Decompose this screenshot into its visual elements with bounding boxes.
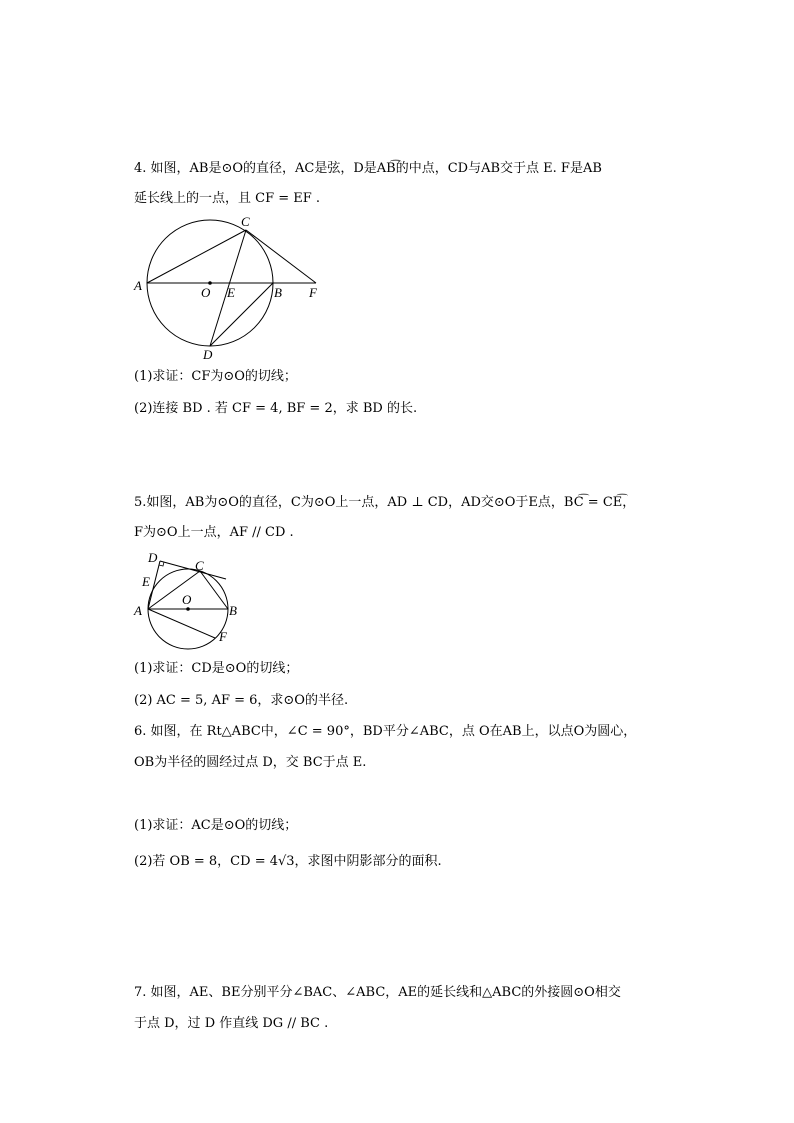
q4-text-line1: 4. 如图，AB是⊙O的直径，AC是弦，D是AB͡的中点，CD与AB交于点 E. F是AB <box>134 161 602 176</box>
q4-label-b: B <box>274 285 282 300</box>
q4-label-o: O <box>201 285 211 300</box>
q6-sub2: (2)若 OB = 8，CD = 4√3，求图中阴影部分的面积. <box>134 854 442 869</box>
q7-text-line1: 7. 如图，AE、BE分别平分∠BAC、∠ABC，AE的延长线和△ABC的外接圆⊙O相交 <box>134 985 621 1000</box>
q4-tangent-cf <box>246 230 316 283</box>
q4-label-c: C <box>241 214 250 229</box>
q4-label-a: A <box>134 278 142 293</box>
q6-text-line2: OB为半径的圆经过点 D，交 BC于点 E. <box>134 755 367 770</box>
q4-label-f: F <box>309 285 317 300</box>
q5-label-b: B <box>229 603 237 618</box>
q5-label-f: F <box>219 629 227 644</box>
q5-label-c: C <box>195 558 204 573</box>
q5-figure <box>128 544 248 656</box>
q6-text-line1: 6. 如图，在 Rt△ABC中，∠C = 90°，BD平分∠ABC，点 O在AB上，以点O为圆心， <box>134 724 637 739</box>
q5-label-a: A <box>134 603 142 618</box>
q5-sub2: (2) AC = 5, AF = 6，求⊙O的半径. <box>134 693 349 708</box>
q4-chord-ac <box>147 230 246 283</box>
q5-text-line2: F为⊙O上一点，AF // CD . <box>134 525 294 540</box>
q5-center-dot <box>186 607 190 611</box>
q6-sub1: (1)求证：AC是⊙O的切线； <box>134 818 298 833</box>
q5-label-o: O <box>182 592 192 607</box>
q7-text-line2: 于点 D，过 D 作直线 DG // BC . <box>134 1016 329 1031</box>
q4-figure <box>128 212 328 364</box>
q5-chord-bc <box>200 571 228 609</box>
q4-text-line2: 延长线上的一点，且 CF = EF . <box>134 191 321 206</box>
q5-text-line1: 5.如图，AB为⊙O的直径，C为⊙O上一点，AD ⊥ CD，AD交⊙O于E点，BC͡ = CE͡， <box>134 495 636 510</box>
q5-chord-af <box>148 609 215 638</box>
q4-sub2: (2)连接 BD . 若 CF = 4, BF = 2，求 BD 的长. <box>134 401 418 416</box>
q5-sub1: (1)求证：CD是⊙O的切线； <box>134 661 299 676</box>
q4-sub1: (1)求证：CF为⊙O的切线； <box>134 369 297 384</box>
q4-label-e: E <box>227 285 235 300</box>
q5-label-d: D <box>148 550 158 565</box>
q5-label-e: E <box>142 574 150 589</box>
q4-label-d: D <box>203 347 213 362</box>
